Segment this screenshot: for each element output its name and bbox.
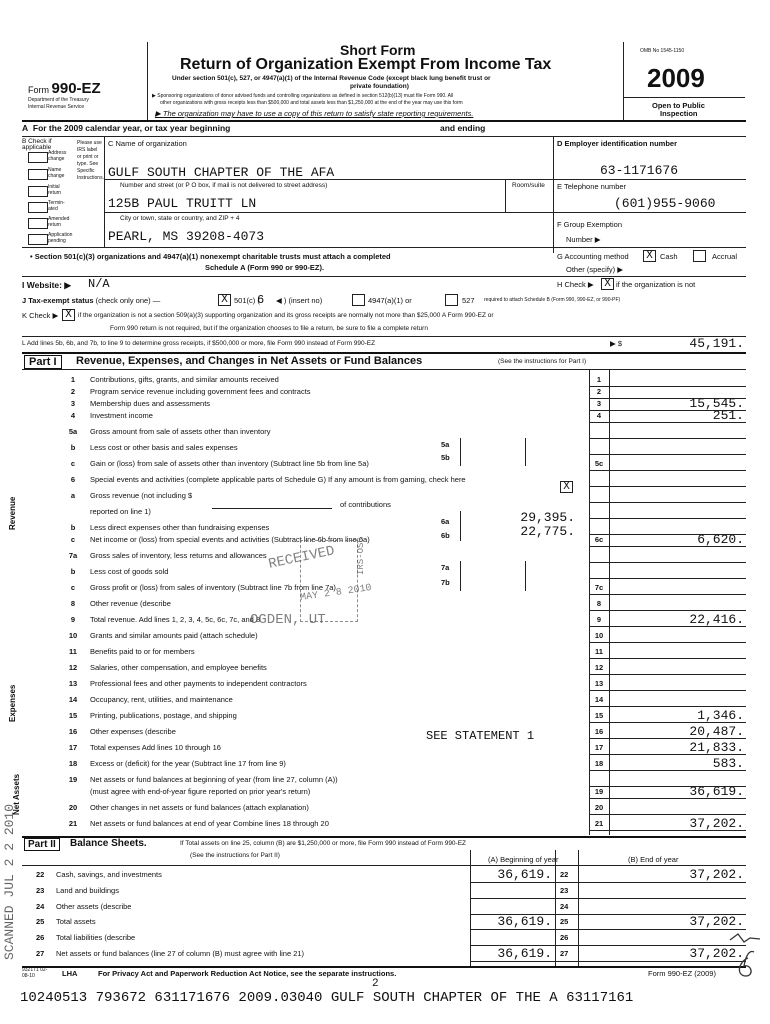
part-2-row-rule xyxy=(470,898,746,899)
box-7a: 7a xyxy=(441,563,450,572)
side-expenses: Expenses xyxy=(8,684,17,722)
tax-exempt-status: J Tax-exempt status (check only one) — xyxy=(22,296,161,305)
line-6b-amount[interactable]: 22,775. xyxy=(520,524,575,539)
box-5a: 5a xyxy=(441,440,450,449)
schedule-a-note: Schedule A (Form 990 or 990-EZ). xyxy=(205,263,325,272)
part-1-line-text: Other expenses (describe xyxy=(90,727,176,736)
accrual-label: Accrual xyxy=(712,252,738,261)
part-1-row-rule xyxy=(589,798,746,799)
terminated-checkbox[interactable] xyxy=(28,202,48,213)
ein-label: D Employer identification number xyxy=(557,139,678,148)
copy-note: ▶ The organization may have to use a copy of this return to satisfy state reporting requirements. xyxy=(155,109,474,118)
irs-osc-stamp: IRS-OSC xyxy=(356,537,366,575)
part-1-line-number: 12 xyxy=(68,663,78,672)
part-2-line-box: 27 xyxy=(560,949,569,958)
part-1-line-amount[interactable]: 21,833. xyxy=(689,740,744,755)
sponsor-note-1: ▶ Sponsoring organizations of donor advised funds and controlling organizations as defined in section 512(b)(13) must file Form 990. All xyxy=(152,93,454,99)
part-1-row-rule xyxy=(589,658,746,659)
part-1-line-box: 7c xyxy=(594,583,604,592)
open-public: Open to Public xyxy=(652,101,705,110)
insert-no-label: ◀ ) (insert no) xyxy=(276,296,323,305)
see-statement[interactable]: SEE STATEMENT 1 xyxy=(426,729,535,743)
scanned-stamp: SCANNED JUL 2 2 2010 xyxy=(2,803,17,960)
please-use-irs-label: Please use IRS label or print or type. See Specific Instructions. xyxy=(77,140,104,181)
org-name-label: C Name of organization xyxy=(108,139,187,148)
check-if-applicable: B Check if applicable xyxy=(22,138,52,151)
part-1-line-number: 13 xyxy=(68,679,78,688)
line-6a-amount[interactable]: 29,395. xyxy=(520,510,575,525)
part-1-row-rule xyxy=(589,626,746,627)
header-divider-left xyxy=(147,42,148,120)
part-1-line-amount[interactable]: 15,545. xyxy=(689,396,744,411)
part-2-line-number: 24 xyxy=(36,902,45,911)
part-1-line-box: 20 xyxy=(594,803,604,812)
k-checkbox[interactable]: X xyxy=(62,309,75,321)
part-1-line-box: 14 xyxy=(594,695,604,704)
part-2-line-text: Total liabilities (describe xyxy=(56,933,136,942)
part-1-row-rule xyxy=(589,594,746,595)
part-1-line-number: 9 xyxy=(70,615,76,624)
form-number: 990-EZ xyxy=(51,80,101,97)
phone-label: E Telephone number xyxy=(557,182,627,191)
part-1-row-rule xyxy=(589,770,746,771)
part-1-line-text: Gross profit or (loss) from sales of inventory (Subtract line 7b from line 7a) xyxy=(90,583,336,592)
part-1-row-rule xyxy=(589,546,746,547)
schedule-b-checkbox[interactable]: X xyxy=(601,278,614,290)
ogden-stamp: OGDEN, UT xyxy=(250,612,326,628)
part-1-line-box: 5c xyxy=(594,459,604,468)
k-check-label: K Check ▶ xyxy=(22,311,59,320)
received-date: MAY 2 8 2010 xyxy=(299,583,373,604)
part-1-line-text: Total revenue. Add lines 1, 2, 3, 4, 5c, 6c, 7c, and 8 xyxy=(90,615,261,624)
group-exemption-label: F Group Exemption xyxy=(557,220,623,229)
part-1-line-box: 13 xyxy=(594,679,604,688)
part-1-row-rule xyxy=(589,454,746,455)
omb-number: OMB No 1545-1150 xyxy=(640,48,685,54)
section-a: A For the 2009 calendar year, or tax year beginning xyxy=(22,123,231,133)
amended-return-checkbox[interactable] xyxy=(28,218,48,229)
part-2-note: If Total assets on line 25, column (B) are $1,250,000 or more, file Form 990 instead of Form 990-EZ xyxy=(180,840,467,847)
part-1-line-text: Contributions, gifts, grants, and similar amounts received xyxy=(90,375,279,384)
part-2-line-text: Cash, savings, and investments xyxy=(56,870,162,879)
part-1-line-number: 15 xyxy=(68,711,78,720)
part-1-row-rule xyxy=(589,706,746,707)
part-2-row-rule xyxy=(470,929,746,930)
part-1-line-number: 8 xyxy=(70,599,76,608)
group-number-label: Number ▶ xyxy=(566,235,601,244)
part-1-label: Part I xyxy=(24,355,62,369)
of-contributions: of contributions xyxy=(340,500,391,509)
part-1-line-box: 18 xyxy=(594,759,604,768)
527-label: 527 xyxy=(462,296,475,305)
part-1-line-text: Net income or (loss) from special events and activities (Subtract line 6b from line 6a) xyxy=(90,535,370,544)
part-1-line-text: Benefits paid to or for members xyxy=(90,647,195,656)
part-1-line-number: 6 xyxy=(70,475,76,484)
part-2-line-box: 23 xyxy=(560,886,569,895)
part-1-line-text: Membership dues and assessments xyxy=(90,399,211,408)
l-text: L Add lines 5b, 6b, and 7b, to line 9 to determine gross receipts, if $500,000 or more, file Form 990 instead of Form 990-EZ xyxy=(22,340,376,347)
part-2-line-number: 23 xyxy=(36,886,45,895)
part-1-line-text: Other changes in net assets or fund balances (attach explanation) xyxy=(90,803,309,812)
street-label: Number and street (or P O box, if mail is not delivered to street address) xyxy=(120,182,328,189)
part-1-line-box: 17 xyxy=(594,743,604,752)
dept-line1: Department of the Treasury xyxy=(28,97,89,103)
part-2-line-text: Land and buildings xyxy=(56,886,119,895)
part-1-line-text: Gross amount from sale of assets other than inventory xyxy=(90,427,271,436)
part-1-line-number: 3 xyxy=(70,399,76,408)
part-1-line-text: Occupancy, rent, utilities, and maintenance xyxy=(90,695,233,704)
part-2-line-box: 22 xyxy=(560,870,569,879)
part-1-line-text: Other revenue (describe xyxy=(90,599,171,608)
part-2-title: Balance Sheets. xyxy=(70,838,147,849)
page-number: 2 xyxy=(372,978,379,990)
part-1-line-amount[interactable]: 20,487. xyxy=(689,724,744,739)
h-text-2: required to attach Schedule B (Form 990, 990-EZ, or 990-PF) xyxy=(484,297,621,303)
part-1-line-text: Net assets or fund balances at beginning of year (from line 27, column (A)) xyxy=(90,775,338,784)
part-1-line-box: 11 xyxy=(595,647,603,656)
part-1-line-box: 6c xyxy=(594,535,604,544)
part-1-line-number: 11 xyxy=(69,647,77,656)
part-1-line-amount[interactable]: 1,346. xyxy=(697,708,744,723)
part-1-line-text: Investment income xyxy=(90,411,153,420)
part-1-line-text: Net assets or fund balances at end of year Combine lines 18 through 20 xyxy=(90,819,329,828)
part-1-line-box: 4 xyxy=(596,411,602,420)
part-1-line-number: a xyxy=(70,491,76,500)
part-1-row-rule xyxy=(589,754,746,755)
part-2-line-text: Other assets (describe xyxy=(56,902,132,911)
part-1-line-text: Professional fees and other payments to independent contractors xyxy=(90,679,307,688)
part-1-line-text: Less cost of goods sold xyxy=(90,567,169,576)
part-1-row-rule xyxy=(589,470,746,471)
part-1-line-box: 21 xyxy=(594,819,604,828)
part-1-line-number: c xyxy=(70,583,76,592)
part-2-line-box: 25 xyxy=(560,917,569,926)
part-1-row-rule xyxy=(589,422,746,423)
k-text: if the organization is not a section 509(a)(3) supporting organization and its gross receipts are normally not more than $25,000 A Form 990-EZ or xyxy=(78,312,494,319)
part-1-line-number: 19 xyxy=(68,775,78,784)
part-1-line-number: 18 xyxy=(68,759,78,768)
part-1-line-text: Grants and similar amounts paid (attach schedule) xyxy=(90,631,258,640)
part-1-line-text: Excess or (deficit) for the year (Subtract line 17 from line 9) xyxy=(90,759,286,768)
part-1-line-amount[interactable]: 36,619. xyxy=(689,784,744,799)
cash-checkbox[interactable]: X xyxy=(643,250,656,262)
part-1-line-number: 20 xyxy=(68,803,78,812)
part-1-row-rule xyxy=(589,610,746,611)
part-1-row-rule xyxy=(589,502,746,503)
k-text-2: Form 990 return is not required, but if the organization chooses to file a return, be sure to file a complete return xyxy=(110,325,428,332)
side-net-assets: Net Assets xyxy=(12,773,21,815)
part-1-row-rule xyxy=(589,562,746,563)
box-7b: 7b xyxy=(441,578,450,587)
bottom-id-line: 10240513 793672 631171676 2009.03040 GULF SOUTH CHAPTER OF THE A 63117161 xyxy=(20,990,634,1006)
part-1-line-box: 1 xyxy=(596,375,602,384)
part-1-line-box: 12 xyxy=(594,663,604,672)
part-1-see: (See the instructions for Part I) xyxy=(498,358,587,365)
side-revenue: Revenue xyxy=(8,496,17,530)
part-1-line-text: Gross sales of inventory, less returns and allowances xyxy=(90,551,267,560)
tax-year: 2009 xyxy=(647,63,705,93)
part-1-row-rule xyxy=(589,690,746,691)
form-label: Form 990-EZ xyxy=(28,80,101,97)
part-2-line-box: 26 xyxy=(560,933,569,942)
part-1-line-number: 2 xyxy=(70,387,76,396)
dept-line2: Internal Revenue Service xyxy=(28,104,85,110)
box-5b: 5b xyxy=(441,453,450,462)
name-change-checkbox[interactable] xyxy=(28,169,48,180)
501c-checkbox[interactable]: X xyxy=(218,294,231,306)
part-1-line-box: 15 xyxy=(594,711,604,720)
accounting-method-label: G Accounting method xyxy=(557,252,629,261)
part-1-line-amount[interactable]: 583. xyxy=(712,756,744,771)
part-1-line-number: b xyxy=(70,523,76,532)
application-pending-checkbox[interactable] xyxy=(28,234,48,245)
room-suite-label: Room/suite xyxy=(512,182,545,189)
501c-number[interactable]: 6 xyxy=(257,293,265,307)
part-2-col-b-amount[interactable]: 37,202. xyxy=(689,946,744,961)
501c-label: 501(c) ( xyxy=(234,296,260,305)
part-1-line-box: 8 xyxy=(596,599,602,608)
part-1-line-box: 9 xyxy=(596,615,602,624)
org-name[interactable]: GULF SOUTH CHAPTER OF THE AFA xyxy=(108,165,335,180)
h-text: if the organization is not xyxy=(616,280,696,289)
section-501c3-note: • Section 501(c)(3) organizations and 4947(a)(1) nonexempt charitable trusts must attach a completed xyxy=(30,252,391,261)
part-1-title: Revenue, Expenses, and Changes in Net Assets or Fund Balances xyxy=(76,355,423,367)
part-1-row-rule xyxy=(589,814,746,815)
part-1-line-text: Gain or (loss) from sale of assets other than inventory (Subtract line 5b from line 5a) xyxy=(90,459,369,468)
subtitle-1: Under section 501(c), 527, or 4947(a)(1) of the Internal Revenue Code (except black lung benefit trust or xyxy=(172,75,491,82)
and-ending: and ending xyxy=(440,123,486,133)
part-2-col-b-amount[interactable]: 37,202. xyxy=(689,914,744,929)
part-2-col-b-amount[interactable]: 37,202. xyxy=(689,867,744,882)
footer-code: 932171 02-08-10 xyxy=(22,967,48,979)
part-1-line-text: Gross revenue (not including $ xyxy=(90,491,193,500)
part-1-line-number: 21 xyxy=(68,819,78,828)
handwritten-mark xyxy=(728,920,768,980)
city-label: City or town, state or country, and ZIP + 4 xyxy=(120,215,240,222)
part-2-line-text: Net assets or fund balances (line 27 of column (B) must agree with line 21) xyxy=(56,949,305,958)
check-address-label: Address change xyxy=(48,150,67,162)
cash-label: Cash xyxy=(660,252,678,261)
gaming-checkbox[interactable]: X xyxy=(560,481,573,493)
box-6b: 6b xyxy=(441,531,450,540)
527-checkbox[interactable] xyxy=(445,294,458,306)
lha-label: LHA xyxy=(62,969,78,978)
privacy-notice: For Privacy Act and Paperwork Reduction Act Notice, see the separate instructions. xyxy=(98,969,397,978)
part-1-row-rule xyxy=(589,642,746,643)
part-1-row-rule xyxy=(589,738,746,739)
part-1-line-text: (must agree with end-of-year figure reported on prior year's return) xyxy=(90,787,311,796)
part-2-line-text: Total assets xyxy=(56,917,96,926)
part-1-row-rule xyxy=(589,518,746,519)
part-2-label: Part II xyxy=(24,838,60,851)
org-city[interactable]: PEARL, MS 39208-4073 xyxy=(108,229,265,244)
part-1-line-box: 3 xyxy=(596,399,602,408)
part-1-line-text: Total expenses Add lines 10 through 16 xyxy=(90,743,221,752)
part-1-line-number: 14 xyxy=(68,695,78,704)
part-1-row-rule xyxy=(589,722,746,723)
l-arrow: ▶ $ xyxy=(610,339,623,348)
address-change-checkbox[interactable] xyxy=(28,152,48,163)
sponsor-note-2: other organizations with gross receipts less than $500,000 and total assets less than $1,250,000 at the end of the year may use this form xyxy=(160,100,463,106)
subtitle-2: private foundation) xyxy=(350,83,409,90)
col-b-header: (B) End of year xyxy=(628,855,679,864)
part-1-line-box: 10 xyxy=(594,631,604,640)
box-6a: 6a xyxy=(441,517,450,526)
part-2-line-number: 26 xyxy=(36,933,45,942)
part-1-line-number: 1 xyxy=(70,375,76,384)
ein-value[interactable]: 63-1171676 xyxy=(600,163,679,178)
col-a-header: (A) Beginning of year xyxy=(488,855,559,864)
part-1-line-text: Less cost or other basis and sales expenses xyxy=(90,443,238,452)
part-2-col-a-amount[interactable]: 36,619. xyxy=(497,914,552,929)
part-1-line-number: b xyxy=(70,443,76,452)
form-reference: Form 990-EZ (2009) xyxy=(648,969,716,978)
part-1-line-amount[interactable]: 37,202. xyxy=(689,816,744,831)
part-1-line-text: Less direct expenses other than fundraising expenses xyxy=(90,523,270,532)
part-1-line-text: reported on line 1) xyxy=(90,507,151,516)
part-1-line-text: Printing, publications, postage, and shipping xyxy=(90,711,237,720)
inspection: Inspection xyxy=(660,109,698,118)
part-2-col-a-amount[interactable]: 36,619. xyxy=(497,946,552,961)
org-street[interactable]: 125B PAUL TRUITT LN xyxy=(108,196,257,211)
part-2-see: (See the instructions for Part II) xyxy=(190,852,280,859)
part-1-line-text: Special events and activities (complete applicable parts of Schedule G) If any amount is from gaming, check here xyxy=(90,475,466,484)
4947-checkbox[interactable] xyxy=(352,294,365,306)
part-2-col-a-amount[interactable]: 36,619. xyxy=(497,867,552,882)
received-text: RECEIVED xyxy=(267,543,337,573)
part-2-line-box: 24 xyxy=(560,902,569,911)
part-1-line-text: Salaries, other compensation, and employee benefits xyxy=(90,663,267,672)
part-1-line-number: 10 xyxy=(68,631,78,640)
part-1-line-amount[interactable]: 22,416. xyxy=(689,612,744,627)
part-1-line-text: Program service revenue including government fees and contracts xyxy=(90,387,311,396)
part-1-line-amount[interactable]: 6,620. xyxy=(697,532,744,547)
part-2-line-number: 27 xyxy=(36,949,45,958)
part-1-line-box: 16 xyxy=(594,727,604,736)
website-label: I Website: ▶ xyxy=(22,280,71,290)
part-1-row-rule xyxy=(589,486,746,487)
header-divider-right xyxy=(623,42,624,120)
part-1-line-number: c xyxy=(70,459,76,468)
form-title: Return of Organization Exempt From Income Tax xyxy=(180,56,552,73)
part-1-row-rule xyxy=(589,578,746,579)
part-1-line-number: 17 xyxy=(68,743,78,752)
title-short: Short Form xyxy=(340,42,416,58)
gross-receipts-amount[interactable]: 45,191. xyxy=(689,336,744,351)
part-1-line-number: c xyxy=(70,535,76,544)
part-2-line-number: 22 xyxy=(36,870,45,879)
part-1-line-amount[interactable]: 251. xyxy=(712,408,744,423)
part-1-row-rule xyxy=(589,830,746,831)
part-2-row-rule xyxy=(470,882,746,883)
other-specify-label: Other (specify) ▶ xyxy=(566,265,624,274)
part-1-line-number: b xyxy=(70,567,76,576)
phone-value[interactable]: (601)955-9060 xyxy=(614,196,716,211)
part-1-line-number: 5a xyxy=(68,427,78,436)
initial-return-checkbox[interactable] xyxy=(28,186,48,197)
part-1-line-box: 2 xyxy=(596,387,602,396)
part-1-line-box: 19 xyxy=(594,787,604,796)
part-1-row-rule xyxy=(589,674,746,675)
h-check-label: H Check ▶ xyxy=(557,280,594,289)
part-1-line-number: 4 xyxy=(70,411,76,420)
part-2-row-rule xyxy=(470,961,746,962)
part-2-line-number: 25 xyxy=(36,917,45,926)
accrual-checkbox[interactable] xyxy=(693,250,706,262)
part-1-line-number: 16 xyxy=(68,727,78,736)
4947-label: 4947(a)(1) or xyxy=(368,296,412,305)
part-1-line-number: 7a xyxy=(68,551,78,560)
part-1-row-rule xyxy=(589,438,746,439)
website-value[interactable]: N/A xyxy=(88,277,110,291)
